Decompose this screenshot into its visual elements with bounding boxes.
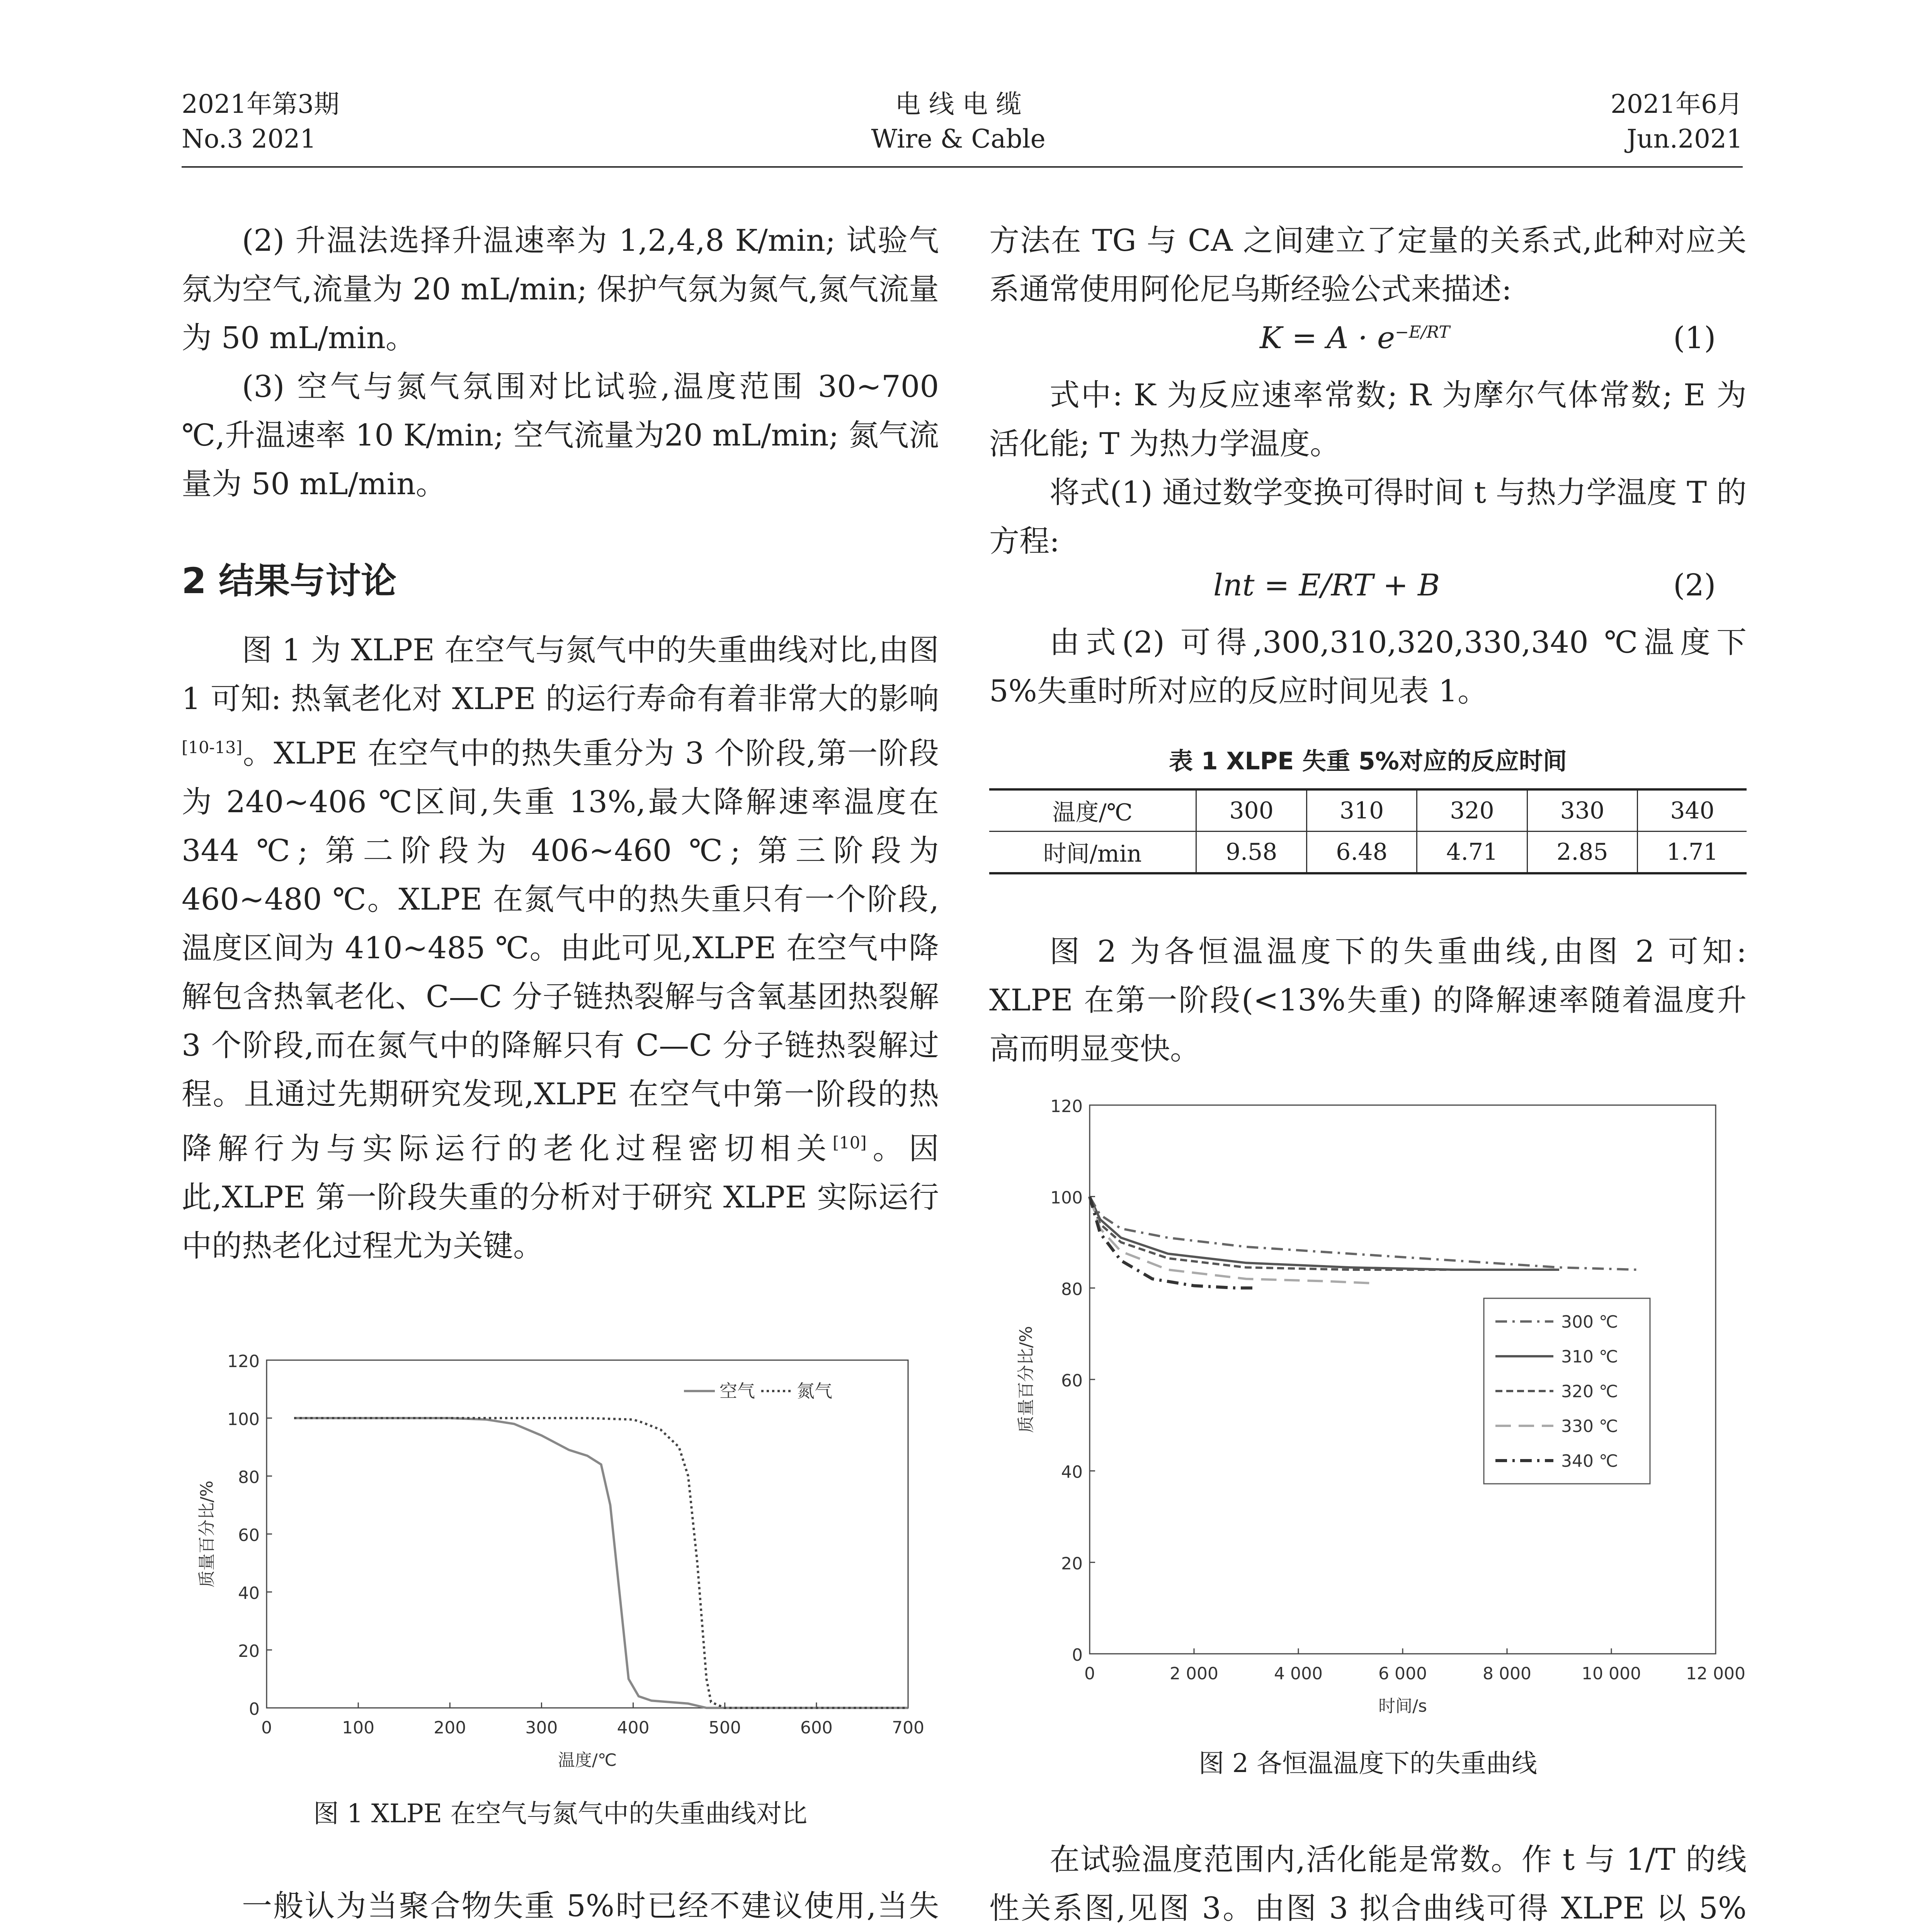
table-cell: 300	[1196, 789, 1306, 832]
series-line	[294, 1418, 908, 1708]
equation-1-number: (1)	[1673, 321, 1716, 355]
y-tick-label: 100	[1050, 1188, 1083, 1208]
header-issue	[182, 87, 339, 156]
y-tick-label: 80	[238, 1468, 260, 1487]
paragraph: 图 2 为各恒温温度下的失重曲线,由图 2 可知: XLPE 在第一阶段(<13%失重) 的降解速率随着温度升高而明显变快。	[989, 934, 1747, 1066]
y-tick-label: 100	[227, 1410, 260, 1429]
y-tick-label: 20	[238, 1641, 260, 1661]
figure-1-chart	[182, 1345, 939, 1793]
legend-label: 320 ℃	[1561, 1382, 1618, 1401]
legend-label: 340 ℃	[1561, 1451, 1618, 1471]
y-tick-label: 60	[238, 1526, 260, 1545]
legend-label: 300 ℃	[1561, 1312, 1618, 1332]
table-cell: 340	[1638, 789, 1747, 832]
right-column-table-intro	[989, 618, 1747, 716]
header-date	[1507, 87, 1743, 156]
x-tick-label: 400	[617, 1718, 650, 1738]
section-heading-2: 2 结果与讨论	[182, 560, 397, 602]
table-1	[989, 788, 1747, 874]
table-row	[989, 789, 1747, 832]
plot-frame	[267, 1360, 908, 1708]
y-tick-label: 40	[1061, 1462, 1083, 1482]
y-tick-label: 120	[227, 1352, 260, 1371]
header-issue-cn: 2021年第3期	[182, 89, 339, 119]
left-column-body	[182, 626, 939, 1270]
header-date-en: Jun.2021	[1626, 124, 1743, 154]
table-cell: 6.48	[1306, 832, 1417, 874]
right-column-mid	[989, 371, 1747, 566]
figure-2	[989, 1090, 1747, 1716]
x-tick-label: 6 000	[1378, 1664, 1427, 1684]
x-tick-label: 0	[261, 1718, 272, 1738]
equation-2: lnt = E/RT + B	[1213, 568, 1440, 603]
right-column-fig2-intro	[989, 927, 1747, 1073]
table-cell: 温度/℃	[989, 789, 1196, 832]
y-tick-label: 0	[1072, 1645, 1083, 1665]
right-column-body	[989, 1835, 1747, 1932]
paragraph: 一般认为当聚合物失重 5%时已经不建议使用,当失	[242, 1889, 939, 1923]
header-journal	[804, 87, 1113, 156]
header-issue-en: No.3 2021	[182, 124, 316, 154]
x-tick-label: 4 000	[1274, 1664, 1323, 1684]
y-tick-label: 40	[238, 1583, 260, 1603]
paragraph: 将式(1) 通过数学变换可得时间 t 与热力学温度 T 的方程:	[989, 475, 1747, 559]
figure-2-chart	[989, 1090, 1747, 1716]
table-cell: 4.71	[1417, 832, 1527, 874]
x-tick-label: 700	[892, 1718, 924, 1738]
table-cell: 时间/min	[989, 832, 1196, 874]
y-tick-label: 0	[249, 1699, 260, 1719]
header-rule	[182, 166, 1743, 168]
figure-2-caption: 图 2 各恒温温度下的失重曲线	[1199, 1748, 1537, 1778]
figure-1	[182, 1345, 939, 1793]
paragraph: 在试验温度范围内,活化能是常数。作 t 与 1/T 的线性关系图,见图 3。由图 3 拟合曲线可得 XLPE 以 5%	[989, 1842, 1747, 1926]
legend-label: 330 ℃	[1561, 1417, 1618, 1436]
y-tick-label: 120	[1050, 1097, 1083, 1116]
right-column-top	[989, 216, 1747, 314]
y-tick-label: 60	[1061, 1371, 1083, 1391]
citation: [10-13]	[182, 738, 243, 757]
table-cell: 330	[1527, 789, 1637, 832]
header-date-cn: 2021年6月	[1611, 89, 1743, 119]
table-cell: 9.58	[1196, 832, 1306, 874]
table-cell: 310	[1306, 789, 1417, 832]
x-tick-label: 0	[1084, 1664, 1095, 1684]
table-row	[989, 832, 1747, 874]
legend	[684, 1381, 832, 1401]
x-axis-label: 温度/℃	[558, 1750, 617, 1770]
left-column-top	[182, 216, 939, 509]
series-line	[294, 1418, 908, 1708]
x-axis-label: 时间/s	[1378, 1696, 1427, 1716]
legend-label-air: 空气	[720, 1381, 755, 1401]
figure-1-caption: 图 1 XLPE 在空气与氮气中的失重曲线对比	[313, 1799, 808, 1828]
paragraph: 图 1 为 XLPE 在空气与氮气中的失重曲线对比,由图 1 可知: 热氧老化对 XLPE 的运行寿命有着非常大的影响[10-13]。XLPE 在空气中的热失重分为 3 个阶段,第一阶段为 240~406 ℃区间,失重 13%,最大降解速率温度在 344 ℃; 第二阶段为 406~460 ℃; 第三阶段为 460~480 ℃。XLPE 在氮气中的热失重只有一个阶段,温度区间为 410~485 ℃。由此可见,XLPE 在空气中降解包含热氧老化、C—C 分子链热裂解与含氧基团热裂解 3 个阶段,而在氮气中的降解只有 C—C 分子链热裂解过程。且通过先期研究发现,XLPE 在空气中第一阶段的热降解行为与实际运行的老化过程密切相关[10]。因此,XLPE 第一阶段失重的分析对于研究 XLPE 实际运行中的热老化过程尤为关键。	[182, 633, 939, 1264]
left-column-bottom	[182, 1882, 939, 1932]
x-tick-label: 10 000	[1582, 1664, 1641, 1684]
series-line	[1090, 1197, 1257, 1288]
y-tick-label: 80	[1061, 1279, 1083, 1299]
series-line	[1090, 1197, 1559, 1270]
table-cell: 2.85	[1527, 832, 1637, 874]
y-tick-label: 20	[1061, 1554, 1083, 1574]
x-tick-label: 8 000	[1483, 1664, 1531, 1684]
x-tick-label: 600	[800, 1718, 833, 1738]
header-journal-en: Wire & Cable	[871, 124, 1046, 154]
x-tick-label: 300	[525, 1718, 558, 1738]
table-cell: 1.71	[1638, 832, 1747, 874]
y-axis-label: 质量百分比/%	[1016, 1326, 1036, 1433]
table-1-grid	[989, 788, 1747, 874]
paragraph: 方法在 TG 与 CA 之间建立了定量的关系式,此种对应关系通常使用阿伦尼乌斯经验公式来描述:	[989, 223, 1747, 307]
paragraph: (3) 空气与氮气氛围对比试验,温度范围 30~700 ℃,升温速率 10 K/min; 空气流量为20 mL/min; 氮气流量为 50 mL/min。	[182, 369, 939, 502]
table-cell: 320	[1417, 789, 1527, 832]
x-tick-label: 100	[342, 1718, 375, 1738]
paragraph: 式中: K 为反应速率常数; R 为摩尔气体常数; E 为活化能; T 为热力学温度。	[989, 378, 1747, 461]
paragraph: (2) 升温法选择升温速率为 1,2,4,8 K/min; 试验气氛为空气,流量为 20 mL/min; 保护气氛为氮气,氮气流量为 50 mL/min。	[182, 223, 939, 355]
x-tick-label: 200	[434, 1718, 466, 1738]
legend-label-nitrogen: 氮气	[797, 1381, 832, 1401]
legend	[1484, 1298, 1650, 1484]
equation-2-number: (2)	[1673, 568, 1716, 603]
citation: [10]	[832, 1133, 867, 1153]
legend-label: 310 ℃	[1561, 1347, 1618, 1367]
equation-1: $K = A \cdot e^{-E/RT}$	[1260, 321, 1450, 355]
y-axis-label: 质量百分比/%	[197, 1480, 217, 1588]
x-tick-label: 12 000	[1686, 1664, 1745, 1684]
header-journal-cn: 电 线 电 缆	[895, 89, 1022, 119]
table-1-title: 表 1 XLPE 失重 5%对应的反应时间	[1169, 747, 1567, 775]
x-tick-label: 500	[708, 1718, 741, 1738]
x-tick-label: 2 000	[1170, 1664, 1218, 1684]
paragraph: 由式(2) 可得,300,310,320,330,340 ℃温度下 5%失重时所对应的反应时间见表 1。	[989, 625, 1747, 709]
